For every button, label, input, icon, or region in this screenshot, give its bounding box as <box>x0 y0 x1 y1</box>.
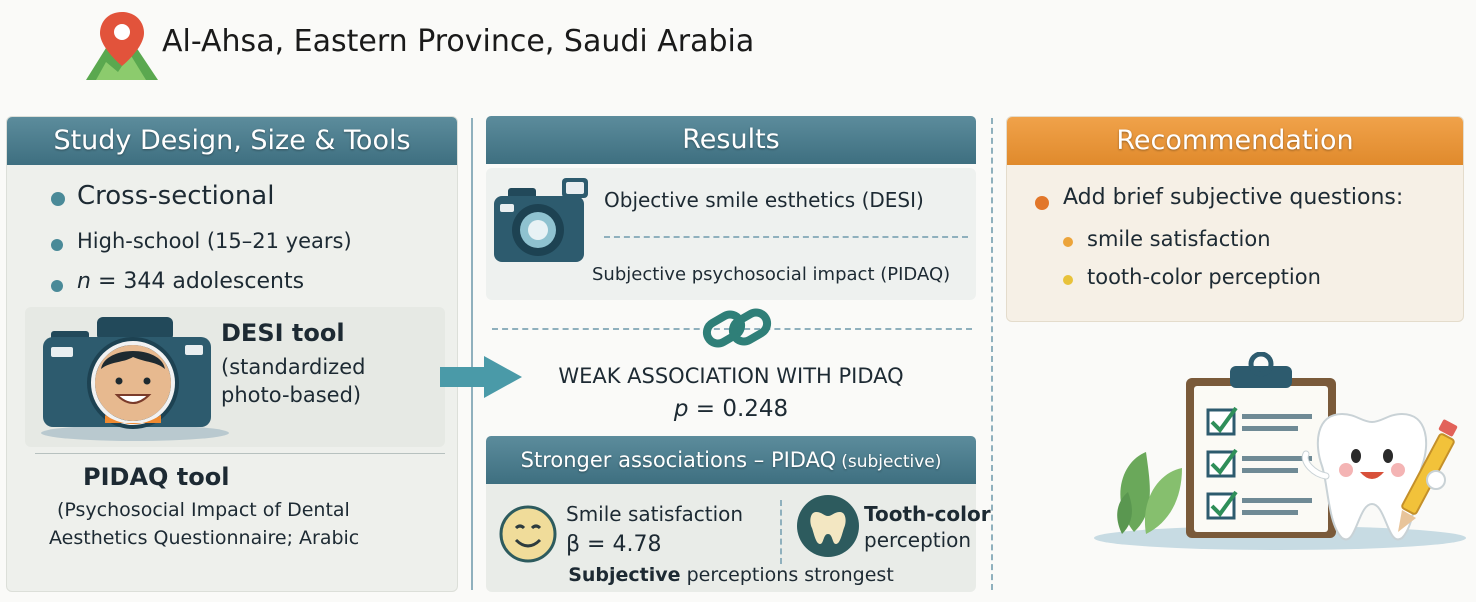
objective-label: Objective smile esthetics (DESI) <box>604 188 924 212</box>
recommendation-sub-2: tooth-color perception <box>1087 265 1321 289</box>
camera-icon <box>490 176 594 264</box>
header <box>84 8 984 88</box>
recommendation-title: Recommendation <box>1007 117 1463 165</box>
bullet-dot <box>51 239 63 251</box>
panel-divider <box>471 118 473 590</box>
strongest-row <box>486 564 976 586</box>
n-symbol: n <box>77 269 91 294</box>
recommendation-main: Add brief subjective questions: <box>1063 185 1404 210</box>
weak-association: WEAK ASSOCIATION WITH PIDAQ <box>558 364 904 388</box>
divider <box>35 453 445 454</box>
strongest-bold: Subjective <box>568 564 681 586</box>
desi-line1: (standardized <box>221 355 366 379</box>
location-pin-icon <box>84 8 160 84</box>
location-title: Al-Ahsa, Eastern Province, Saudi Arabia <box>162 24 755 59</box>
study-design-panel <box>6 116 458 592</box>
sample-size: = 344 adolescents <box>97 269 305 294</box>
leaf-icon <box>1117 452 1182 534</box>
p-value-row <box>486 396 976 422</box>
desi-line2: photo-based) <box>221 383 362 407</box>
bullet-dot <box>51 280 63 292</box>
smiley-icon <box>498 504 558 564</box>
desi-box <box>25 307 445 447</box>
stronger-suffix: (subjective) <box>841 452 942 472</box>
pidaq-line2: Aesthetics Questionnaire; Arabic <box>49 527 360 549</box>
pidaq-title: PIDAQ tool <box>83 463 230 491</box>
smile-satisfaction-label: Smile satisfaction <box>566 502 744 526</box>
tooth-color-label: Tooth-color <box>864 502 991 526</box>
bullet-dot <box>1063 237 1073 247</box>
panel-divider <box>991 118 993 590</box>
recommendation-sub-1: smile satisfaction <box>1087 227 1271 251</box>
p-value: = 0.248 <box>695 396 789 422</box>
bullet-dot <box>1035 196 1049 210</box>
bullet-sample <box>77 269 304 294</box>
clipboard-tooth-illustration <box>1090 352 1470 554</box>
bullet-school: High-school (15–21 years) <box>77 229 352 253</box>
dashed-divider <box>604 236 968 238</box>
results-title: Results <box>486 116 976 164</box>
recommendation-panel <box>1006 116 1464 322</box>
bullet-dot <box>1063 275 1073 285</box>
clipboard-icon <box>1186 354 1336 538</box>
tooth-icon <box>796 494 860 558</box>
results-panel <box>486 116 991 592</box>
stronger-associations-box <box>486 436 991 592</box>
p-symbol: p <box>673 396 689 422</box>
dashed-divider <box>780 500 782 564</box>
camera-icon <box>35 311 235 443</box>
study-design-title: Study Design, Size & Tools <box>7 117 457 165</box>
link-icon <box>702 302 774 354</box>
results-comparison-box <box>486 168 976 300</box>
beta-value: β = 4.78 <box>566 532 662 557</box>
bullet-dot <box>51 192 65 206</box>
subjective-label: Subjective psychosocial impact (PIDAQ) <box>592 264 951 285</box>
pidaq-line1: (Psychosocial Impact of Dental <box>57 499 350 521</box>
bullet-design: Cross-sectional <box>77 181 275 211</box>
perception-label: perception <box>864 528 972 552</box>
stronger-associations-title <box>486 436 976 484</box>
strongest-rest: perceptions strongest <box>686 564 894 586</box>
desi-title: DESI tool <box>221 319 345 347</box>
stronger-title: Stronger associations – PIDAQ <box>520 448 837 472</box>
